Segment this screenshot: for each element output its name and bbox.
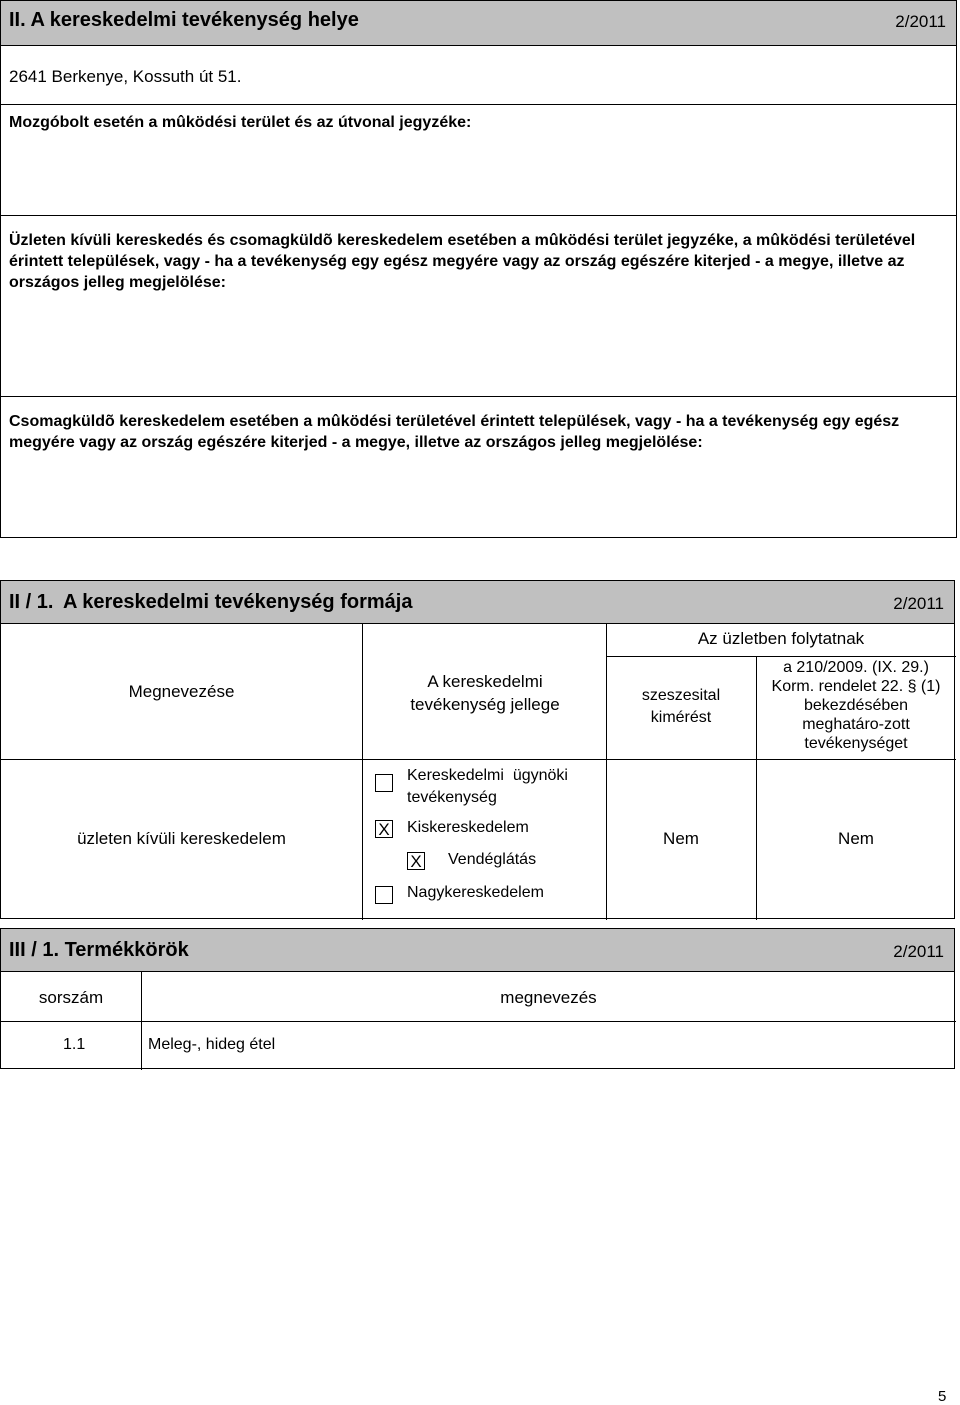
mail-order-label: Csomagküldõ kereskedelem esetében a mûködési területével érintett települések, vagy - ha a tevékenység egy egész megyére vagy az ország egészére kiterjed - a megye, illetve az országos jelleg megjelölése:	[9, 413, 900, 451]
mobile-shop-box	[0, 104, 957, 216]
page-number: 5	[938, 1388, 947, 1405]
mail-order-box	[0, 396, 957, 538]
alcohol-value: Nem	[663, 829, 699, 848]
col-decree-header: a 210/2009. (IX. 29.) Korm. rendelet 22. § (1) bekezdésében meghatáro-zott tevékenységet	[771, 659, 941, 752]
address-box	[0, 45, 957, 105]
activity-name-cell: üzleten kívüli kereskedelem	[77, 829, 286, 848]
section-31-code: 2/2011	[893, 942, 944, 961]
col-nature-header: A kereskedelmi tevékenység jellege	[410, 672, 560, 714]
col-alcohol-header: szeszesital kimérést	[641, 687, 721, 726]
mobile-shop-label: Mozgóbolt esetén a mûködési terület és az útvonal jegyzéke:	[9, 114, 472, 131]
checkbox-retail[interactable]: X	[375, 820, 393, 838]
option-wholesale-label: Nagykereskedelem	[407, 884, 544, 901]
section-31-title: III / 1. Termékkörök	[9, 939, 189, 961]
col-product-name-header: megnevezés	[500, 988, 597, 1007]
outside-trade-box	[0, 215, 957, 397]
col-name-header: Megnevezése	[128, 682, 235, 701]
decree-value: Nem	[838, 829, 874, 848]
col-number-header: sorszám	[38, 988, 104, 1007]
section-2-title: II. A kereskedelmi tevékenység helye	[9, 9, 359, 31]
option-agent-label: Kereskedelmi ügynöki tevékenység	[407, 767, 573, 806]
outside-trade-label: Üzleten kívüli kereskedés és csomagküldõ kereskedelem esetében a mûködési terület jegyzéke, a mûködési területével érintett települések, vagy - ha a tevékenység egy egész megyére vagy az ország egészére kiterjed - a megye, illetve az országos jelleg megjelölése:	[9, 232, 916, 291]
section-21-title: A kereskedelmi tevékenység formája	[63, 591, 413, 613]
activity-form-table	[0, 623, 955, 919]
section-21-header	[0, 580, 955, 624]
group-header-in-shop: Az üzletben folytatnak	[697, 629, 865, 648]
section-21-prefix: II / 1.	[9, 591, 54, 613]
product-row-name: Meleg-, hideg étel	[148, 1036, 276, 1053]
section-31-header	[0, 928, 955, 972]
address-value: 2641 Berkenye, Kossuth út 51.	[9, 67, 242, 86]
product-table	[0, 971, 955, 1069]
checkbox-wholesale[interactable]	[375, 886, 393, 904]
checkbox-catering[interactable]: X	[407, 852, 425, 870]
section-2-header	[0, 0, 957, 46]
product-row-number: 1.1	[63, 1036, 86, 1053]
section-21-code: 2/2011	[893, 594, 944, 613]
option-retail-label: Kiskereskedelem	[407, 819, 529, 836]
section-2-code: 2/2011	[895, 12, 946, 31]
checkbox-agent[interactable]	[375, 774, 393, 792]
option-catering-label: Vendéglátás	[448, 851, 537, 868]
